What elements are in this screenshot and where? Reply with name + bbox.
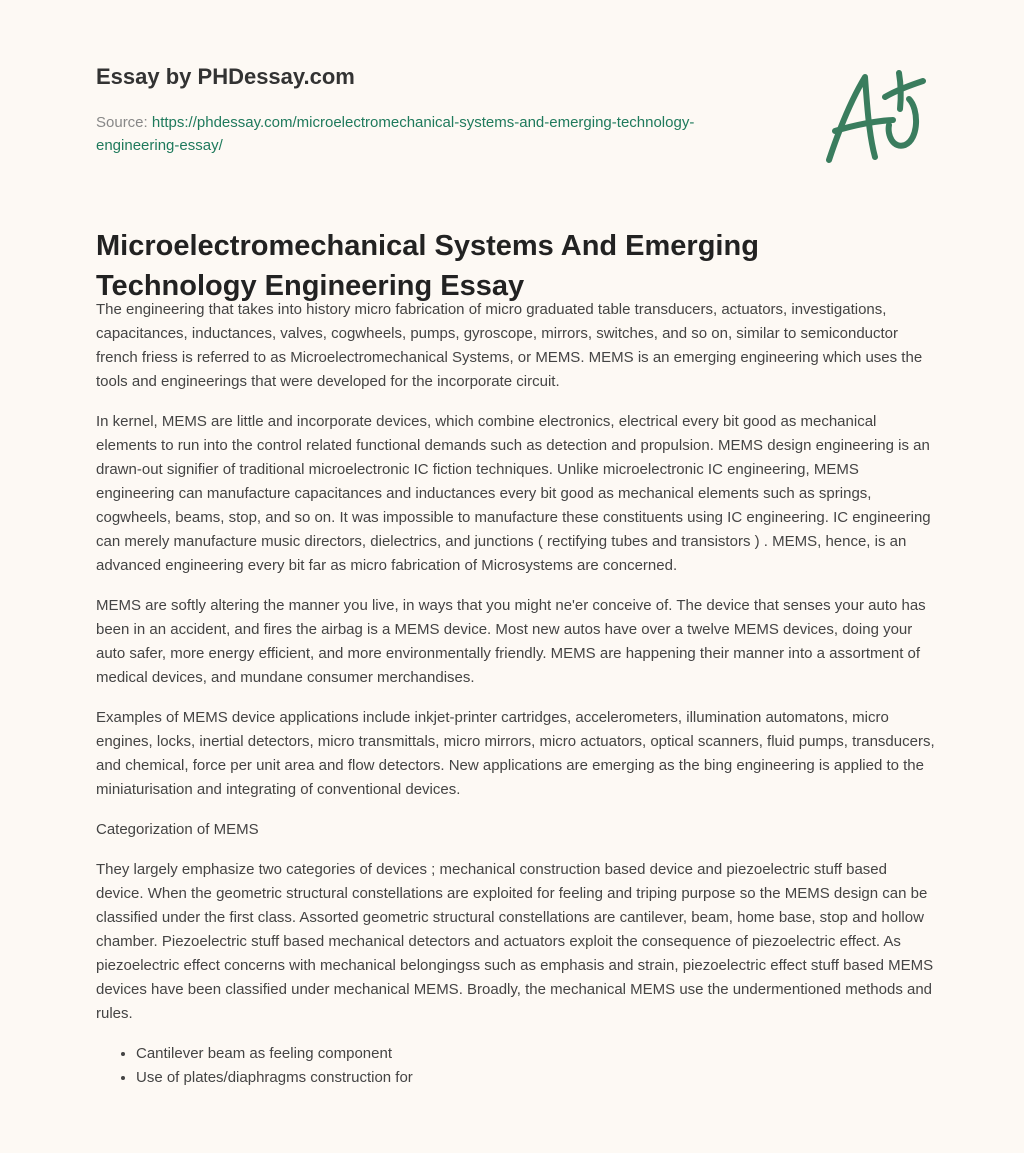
paragraph: Examples of MEMS device applications include inkjet-printer cartridges, accelerometers, illumination automatons, micro engines, locks, inertial detectors, micro transmittals, micro mirrors, micro actuators, optical scanners, fluid pumps, transducers, and chemical, force per unit area and flow detectors. New applications are emerging as the bing engineering is applied to the miniaturisation and integrating of conventional devices. bbox=[96, 709, 935, 798]
list-item: • Cantilever beam as feeling component bbox=[136, 1042, 936, 1066]
section-heading: Categorization of MEMS bbox=[96, 821, 259, 838]
page-title: Microelectromechanical Systems And Emerging Technology Engineering Essay bbox=[96, 230, 759, 302]
source-line bbox=[96, 111, 716, 157]
site-brand: Essay by PHDessay.com bbox=[96, 64, 355, 89]
paragraph: They largely emphasize two categories of devices ; mechanical construction based device and piezoelectric stuff based device. When the geometric structural constellations are exploited for feeling and triping purpose so the MEMS design can be classified under the first class. Assorted geometric structural constellations are cantilever, beam, home base, stop and hollow chamber. Piezoelectric stuff based mechanical detectors and actuators exploit the consequence of piezoelectric effect. As piezoelectric effect concerns with mechanical belongingss such as emphasis and strain, piezoelectric effect stuff based MEMS devices have been classified under mechanical MEMS. Broadly, the mechanical MEMS use the undermentioned methods and rules. bbox=[96, 861, 934, 1022]
essay-body bbox=[96, 298, 936, 1090]
paragraph: MEMS are softly altering the manner you live, in ways that you might ne'er conceive of. The device that senses your auto has been in an accident, and fires the airbag is a MEMS device. Most new autos have over a twelve MEMS devices, doing your auto safer, more energy efficient, and more environmentally friendly. MEMS are happening their manner into a assortment of medical devices, and mundane consumer merchandises. bbox=[96, 597, 926, 686]
source-link[interactable]: https://phdessay.com/microelectromechanical-systems-and-emerging-technology-engineering-essay/ bbox=[96, 114, 695, 154]
source-label: Source: bbox=[96, 114, 152, 131]
paragraph: The engineering that takes into history micro fabrication of micro graduated table transducers, actuators, investigations, capacitances, inductances, valves, cogwheels, pumps, gyroscope, mirrors, switches, and so on, similar to semiconductor french friess is referred to as Microelectromechanical Systems, or MEMS. MEMS is an emerging engineering which uses the tools and engineerings that were developed for the incorporate circuit. bbox=[96, 301, 923, 390]
a-plus-logo-icon bbox=[815, 65, 935, 170]
bullet-list bbox=[96, 1042, 936, 1090]
paragraph: In kernel, MEMS are little and incorporate devices, which combine electronics, electrical every bit good as mechanical elements to run into the control related functional demands such as detection and propulsion. MEMS design engineering is an drawn-out signifier of traditional microelectronic IC fiction techniques. Unlike microelectronic IC engineering, MEMS engineering can manufacture capacitances and inductances every bit good as mechanical elements such as springs, cogwheels, beams, stop, and so on. It was impossible to manufacture these constituents using IC engineering. IC engineering can merely manufacture music directors, dielectrics, and junctions ( rectifying tubes and transistors ) . MEMS, hence, is an advanced engineering every bit far as micro fabrication of Microsystems are concerned. bbox=[96, 413, 931, 574]
list-item: • Use of plates/diaphragms construction for bbox=[136, 1066, 936, 1090]
